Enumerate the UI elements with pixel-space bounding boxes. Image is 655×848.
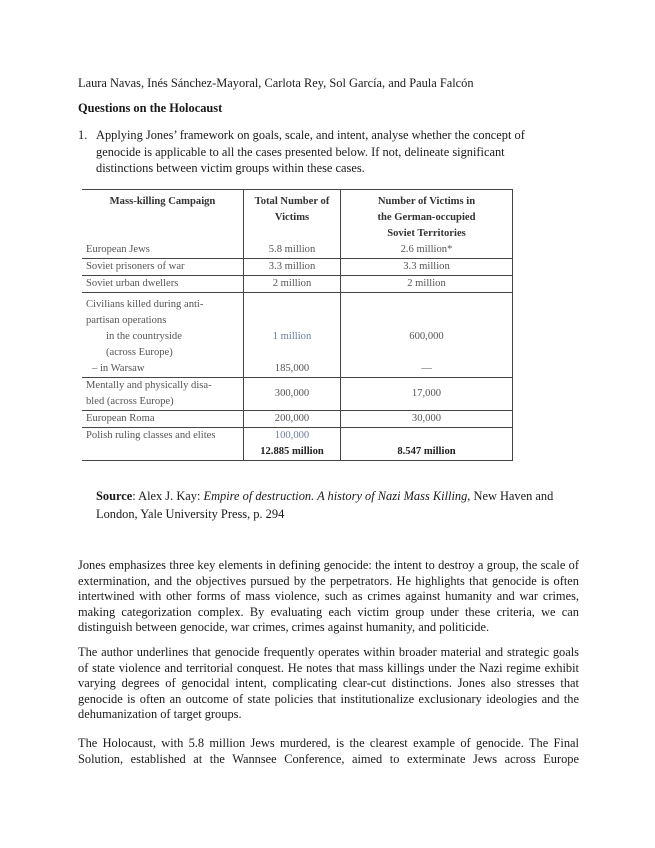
campaign-line: partisan operations <box>86 315 167 326</box>
header-total-line: Victims <box>274 212 310 223</box>
cell-soviet: 30,000 <box>341 411 513 428</box>
cell-campaign <box>82 428 244 461</box>
body-paragraph: The Holocaust, with 5.8 million Jews murdered, is the clearest example of genocide. The Final Solution, established at the Wannsee Conference, aimed to exterminate Jews across Europe <box>78 736 579 766</box>
cell-total <box>244 293 341 378</box>
campaign-line: bled (across Europe) <box>86 396 174 407</box>
campaign-line: Mentally and physically disa- <box>86 380 212 391</box>
author-line: Laura Navas, Inés Sánchez-Mayoral, Carlota Rey, Sol García, and Paula Falcón <box>78 76 474 90</box>
source-citation <box>96 487 566 523</box>
cell-campaign <box>82 378 244 411</box>
cell-soviet: 3.3 million <box>341 259 513 276</box>
header-total-line: Total Number of <box>254 196 330 207</box>
grand-total-soviet: 8.547 million <box>397 446 456 457</box>
table-row <box>82 242 513 259</box>
cell-soviet: 17,000 <box>341 378 513 411</box>
sub-total: 1 million <box>272 331 312 342</box>
table-row <box>82 276 513 293</box>
header-soviet-line: Soviet Territories <box>387 228 466 239</box>
row-total: 100,000 <box>274 430 310 441</box>
header-campaign: Mass-killing Campaign <box>109 196 216 207</box>
source-publisher: , New Haven and London, Yale University Press, p. 294 <box>96 489 554 521</box>
cell-total: 300,000 <box>244 378 341 411</box>
cell-campaign: Soviet prisoners of war <box>86 261 185 272</box>
sub-campaign-line: in the countryside <box>106 331 182 342</box>
sub-total: 185,000 <box>274 363 310 374</box>
campaign-line: Polish ruling classes and elites <box>86 430 216 441</box>
source-label: Source <box>96 489 133 503</box>
cell-campaign: European Jews <box>86 244 150 255</box>
table-row <box>82 259 513 276</box>
table-row <box>82 411 513 428</box>
cell-total: 3.3 million <box>244 259 341 276</box>
table-row <box>82 293 513 378</box>
cell-soviet: 2.6 million* <box>341 242 513 259</box>
campaign-line: Civilians killed during anti- <box>86 299 204 310</box>
cell-total: 200,000 <box>244 411 341 428</box>
cell-soviet: 2 million <box>341 276 513 293</box>
cell-total <box>244 428 341 461</box>
question-item <box>78 127 558 177</box>
header-soviet <box>341 190 513 243</box>
question-text: Applying Jones’ framework on goals, scale, and intent, analyse whether the concept of genocide is applicable to all the cases presented below. If not, delineate significant distinctions between victim groups within these cases. <box>96 128 525 175</box>
question-number: 1. <box>78 128 88 142</box>
cell-soviet <box>341 293 513 378</box>
sub-soviet: 600,000 <box>409 331 444 342</box>
sub-campaign-line: – in Warsaw <box>92 363 145 374</box>
cell-total: 5.8 million <box>244 242 341 259</box>
grand-total: 12.885 million <box>260 446 324 457</box>
body-paragraph: Jones emphasizes three key elements in defining genocide: the intent to destroy a group, the scale of extermination, and the objectives pursued by the perpetrators. He highlights that genocide is often intertwined with other forms of mass violence, such as crimes against humanity and war crimes, making categorization complex. By evaluating each victim group under these criteria, we can distinguish between genocide, war crimes, crimes against humanity, and politicide. <box>78 558 579 634</box>
source-author: : Alex J. Kay: <box>132 489 204 503</box>
table-row <box>82 428 513 461</box>
table-header-row <box>82 190 513 243</box>
cell-soviet <box>341 428 513 461</box>
sub-soviet: — <box>421 363 432 374</box>
header-soviet-line: Number of Victims in <box>377 196 476 207</box>
table-row <box>82 378 513 411</box>
cell-campaign: European Roma <box>86 413 155 424</box>
section-title: Questions on the Holocaust <box>78 101 223 115</box>
cell-total: 2 million <box>244 276 341 293</box>
header-soviet-line: the German-occupied <box>377 212 476 223</box>
header-total <box>244 190 341 243</box>
cell-campaign <box>82 293 244 378</box>
victims-table <box>82 189 513 461</box>
source-title: Empire of destruction. A history of Nazi Mass Killing <box>203 489 468 503</box>
sub-campaign-line: (across Europe) <box>106 347 173 358</box>
cell-campaign: Soviet urban dwellers <box>86 278 179 289</box>
body-paragraph: The author underlines that genocide frequently operates within broader material and strategic goals of state violence and territorial conquest. He notes that mass killings under the Nazi regime exhibit varying degrees of genocidal intent, complicating clear-cut distinctions. Jones also stresses that genocide is often an outcome of state policies that institutionalize exclusionary ideologies and the dehumanization of target groups. <box>78 645 579 721</box>
